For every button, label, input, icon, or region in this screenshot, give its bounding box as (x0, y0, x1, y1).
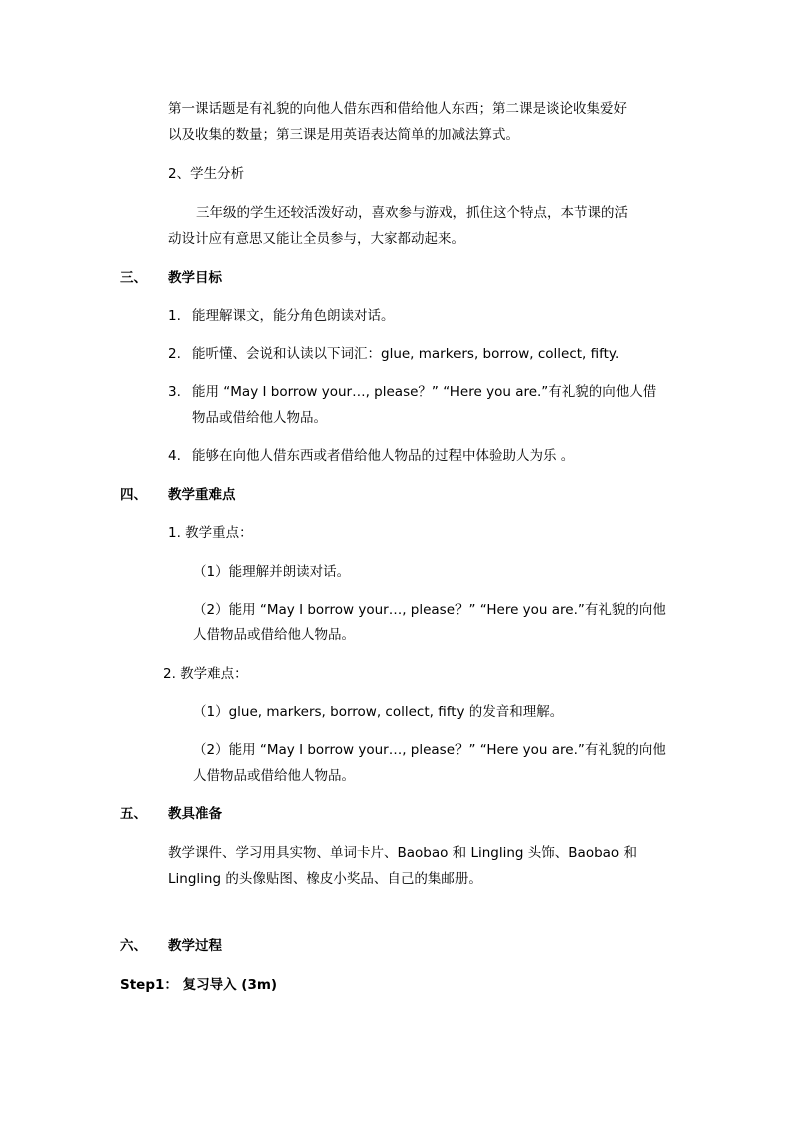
section-4-title: 教学重难点 (168, 487, 236, 503)
objective-2-text: 能听懂、会说和认读以下词汇：glue, markers, borrow, collect, fifty. (192, 346, 620, 362)
objective-1-text: 能理解课文，能分角色朗读对话。 (192, 308, 395, 324)
step-1-heading: Step1： 复习导入 (3m) (120, 977, 278, 993)
student-analysis-line-2: 动设计应有意思又能让全员参与，大家都动起来。 (168, 231, 465, 247)
objective-3-text-line-1: 能用 “May I borrow your…, please？” “Here you are.”有礼貌的向他人借 (192, 384, 657, 400)
difficult-point-2-line-1: （2）能用 “May I borrow your…, please？” “Here you are.”有礼貌的向他 (193, 742, 666, 758)
key-point-2-line-1: （2）能用 “May I borrow your…, please？” “Here you are.”有礼貌的向他 (193, 602, 666, 618)
student-analysis-title: 2、学生分析 (168, 166, 245, 182)
section-4-number: 四、 (120, 487, 147, 503)
section-3-number: 三、 (120, 270, 147, 286)
key-points-title: 1. 教学重点： (168, 525, 253, 541)
key-point-2-line-2: 人借物品或借给他人物品。 (193, 627, 355, 643)
objective-3-number: 3. (168, 384, 181, 400)
student-analysis-line-1: 三年级的学生还较活泼好动，喜欢参与游戏，抓住这个特点，本节课的活 (196, 205, 628, 221)
objective-2-number: 2. (168, 346, 181, 362)
materials-line-2: Lingling 的头像贴图、橡皮小奖品、自己的集邮册。 (168, 871, 482, 887)
objective-3-text-line-2: 物品或借给他人物品。 (192, 410, 327, 426)
difficult-point-2-line-2: 人借物品或借给他人物品。 (193, 768, 355, 784)
section-5-number: 五、 (120, 806, 147, 822)
section-6-number: 六、 (120, 938, 147, 954)
difficult-point-1: （1）glue, markers, borrow, collect, fifty 的发音和理解。 (193, 704, 564, 720)
section-3-title: 教学目标 (168, 270, 222, 286)
intro-line-1: 第一课话题是有礼貌的向他人借东西和借给他人东西；第二课是谈论收集爱好 (168, 101, 627, 117)
section-6-title: 教学过程 (168, 938, 222, 954)
objective-4-text: 能够在向他人借东西或者借给他人物品的过程中体验助人为乐 。 (192, 448, 575, 464)
objective-1-number: 1. (168, 308, 181, 324)
section-5-title: 教具准备 (168, 806, 222, 822)
key-point-1: （1）能理解并朗读对话。 (193, 564, 351, 580)
intro-line-2: 以及收集的数量；第三课是用英语表达简单的加减法算式。 (168, 127, 519, 143)
objective-4-number: 4. (168, 448, 181, 464)
difficult-points-title: 2. 教学难点： (163, 666, 248, 682)
materials-line-1: 教学课件、学习用具实物、单词卡片、Baobao 和 Lingling 头饰、Baobao 和 (168, 845, 637, 861)
